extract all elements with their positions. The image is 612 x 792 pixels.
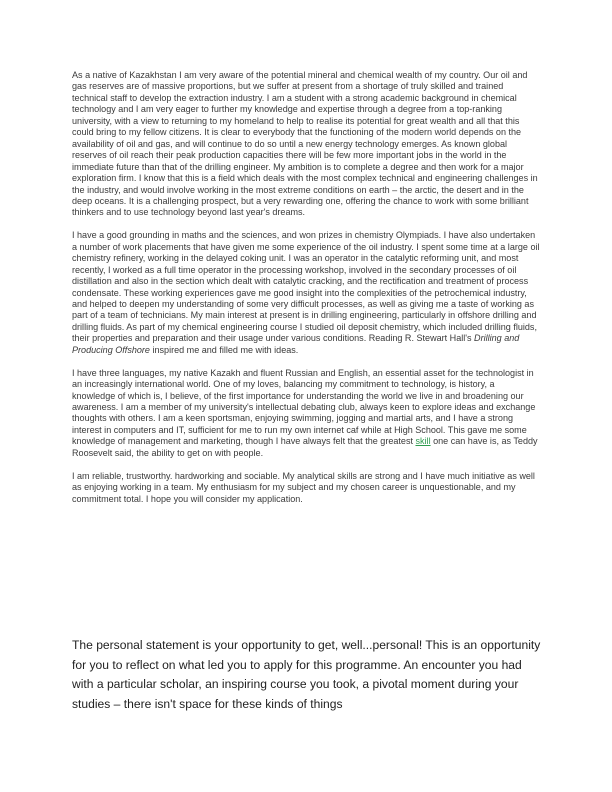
paragraph-experience-end: inspired me and filled me with ideas. [149,344,299,355]
guidance-callout [72,636,542,714]
paragraph-experience-text: I have a good grounding in maths and the sciences, and won prizes in chemistry Olympiads. I have also undertaken a number of work placements that have given me some experience of the oil industry. I spent some time at a large oil chemistry refinery, working in the delayed coking unit. I was an operator in the catalytic reforming unit, and most recently, I worked as a full time operator in the processing workshop, involved in the secondary processes of oil distillation and also in the section which dealt with catalytic cracking, and the rectification and treatment of process condensate. These working experiences gave me good insight into the complexities of the petrochemical industry, and helped to deepen my understanding of some very difficult processes, as well as giving me a taste of working as part of a team of technicians. My main interest at present is in drilling engineering, particularly in offshore drilling and drilling fluids. As part of my chemical engineering course I studied oil deposit chemistry, which included drilling fluids, their properties and preparation and their usage under various conditions. Reading R. Stewart Hall's [72,230,540,344]
guidance-text: The personal statement is your opportunity to get, well...personal! This is an opportunity for you to reflect on what led you to apply for this programme. An encounter you had with a particular scholar, an inspiring course you took, a pivotal moment during your studies – there isn't space for these kinds of things [72,638,541,711]
paragraph-motivation: As a native of Kazakhstan I am very aware of the potential mineral and chemical wealth of my country. Our oil and gas reserves are of massive proportions, but we suffer at present from a shortage of truly skilled and trained technical staff to develop the extraction industry. I am a student with a strong academic background in chemical technology and I am very eager to further my knowledge and expertise through a degree from a top-ranking university, with a view to returning to my homeland to help to realise its potential for great wealth and all that this could bring to my fellow citizens. It is clear to everybody that the functioning of the modern world depends on the availability of oil and gas, and will continue to do so until a new energy technology emerges. As known global reserves of oil reach their peak production capacities there will be few more important jobs in the world in the immediate future than that of the drilling engineer. My ambition is to complete a degree and then work for a major exploration firm. I know that this is a field which deals with the most complex technical and engineering challenges in the industry, and would involve working in the most extreme conditions on earth – the arctic, the desert and in the deep oceans. It is a challenging prospect, but a very rewarding one, offering the chance to work with some brilliant thinkers and to use technology beyond last year's dreams. [72,70,538,218]
paragraph-closing: I am reliable, trustworthy. hardworking and sociable. My analytical skills are strong and I have much initiative as well as enjoying working in a team. My enthusiasm for my subject and my chosen career is unquestionable, and my commitment total. I hope you will consider my application. [72,470,535,504]
paragraph-skills-text: I have three languages, my native Kazakh and fluent Russian and English, an essential asset for the technologist in an increasingly international world. One of my loves, balancing my commitment to technology, is history, a knowledge of which is, I believe, of the first importance for understanding the world we live in and broadening our awareness. I am a member of my university's intellectual debating club, always keen to explore ideas and exchange thoughts with others. I am a keen sportsman, enjoying swimming, jogging and martial arts, and I have a strong interest in computers and IT, sufficient for me to run my own internet caf while at High School. This gave me some knowledge of management and marketing, though I have always felt that the greatest [72,367,536,447]
paragraph-skills-end: one can have is, as Teddy Roosevelt said, the ability to get on with people. [72,436,538,458]
skill-link[interactable]: skill [415,436,431,447]
paragraph-skills [72,368,540,460]
personal-statement-sample [72,70,540,516]
book-title: Drilling and Producing Offshore [72,333,520,355]
paragraph-experience [72,230,540,356]
